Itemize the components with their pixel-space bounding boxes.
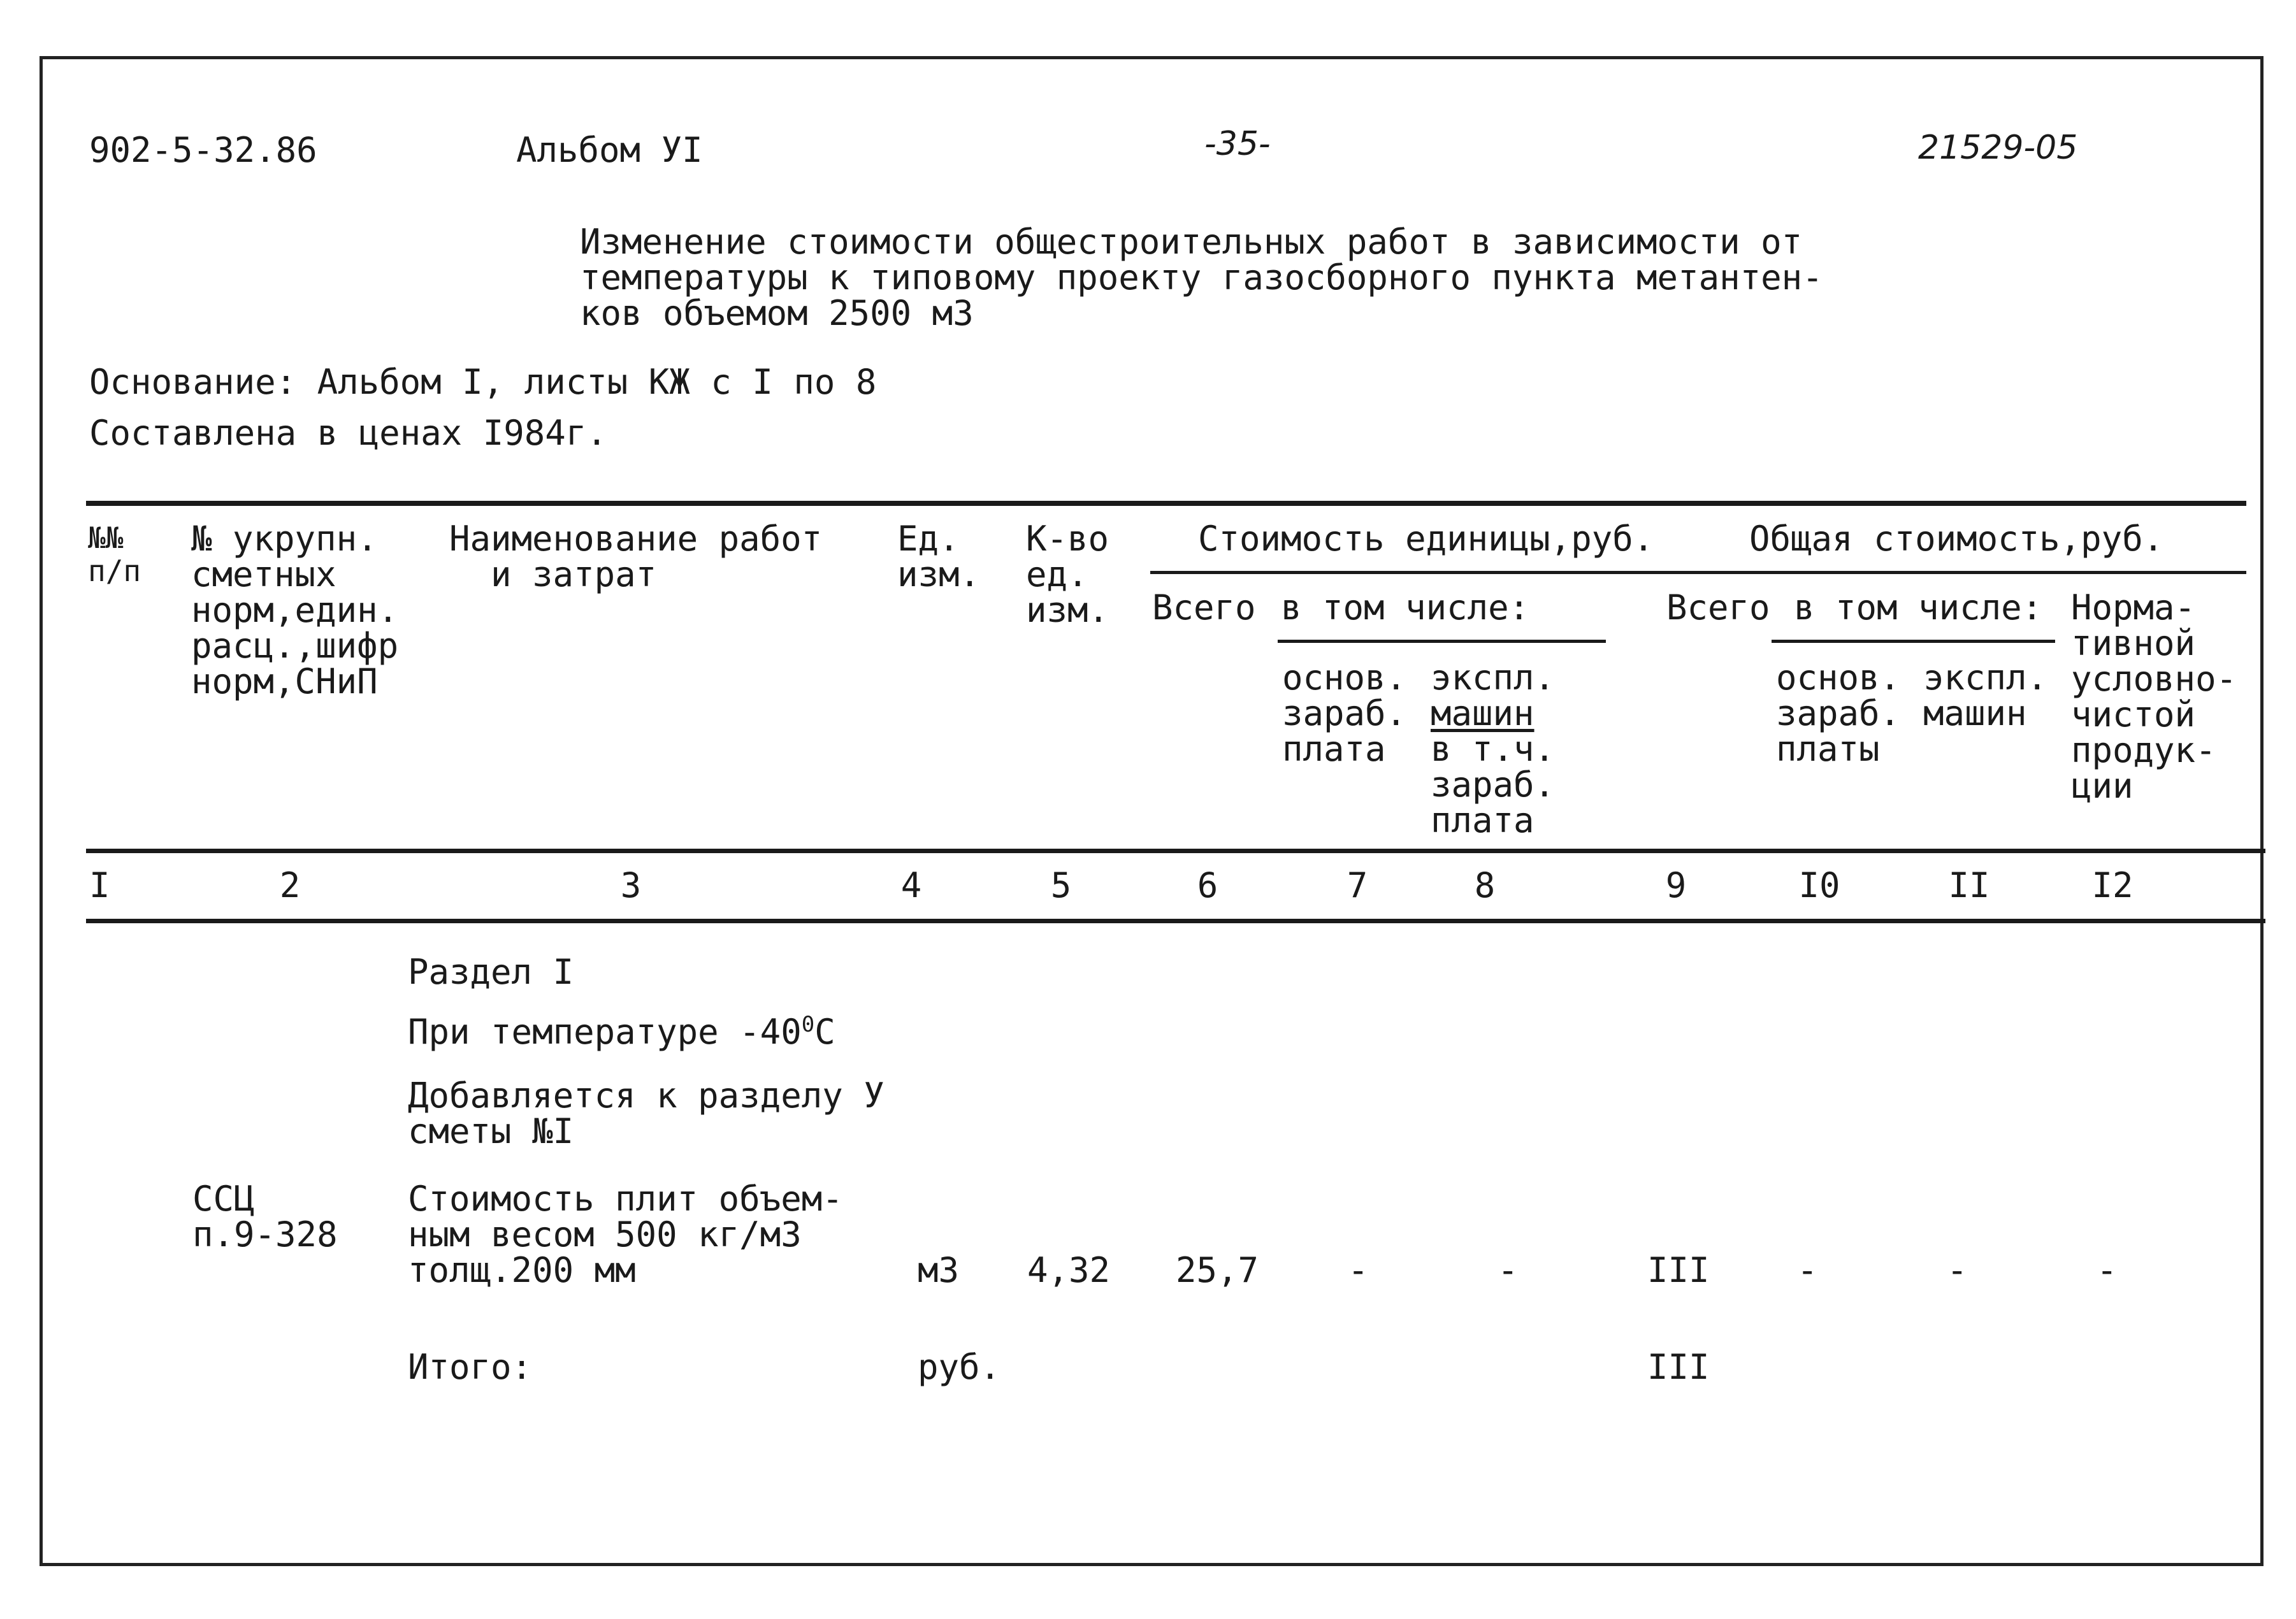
col-header-unit-incl: в том числе: <box>1281 587 1530 628</box>
title-line-3: ков объемом 2500 м3 <box>580 293 974 333</box>
col-header-unit-mach-wage: в т.ч. зараб. плата <box>1431 729 1556 840</box>
col-header-unit-mach-top: экспл. <box>1431 658 1556 698</box>
col-header-qty: К-во ед. изм. <box>1026 519 1109 630</box>
col-header-tot-incl: в том числе: <box>1794 587 2043 628</box>
col-number-9: 9 <box>1665 865 1687 905</box>
col-header-tot-wage: основ. зараб. платы <box>1776 658 1901 769</box>
col-number-2: 2 <box>279 865 301 905</box>
col-header-unit-mach-underlined: машин <box>1431 693 1534 733</box>
col-header-tot-total: Всего <box>1666 587 1770 628</box>
basis-text: Основание: Альбом I, листы КЖ с I по 8 <box>89 362 877 402</box>
col-header-total-cost: Общая стоимость,руб. <box>1749 519 2164 559</box>
col-header-normative: Норма- тивной условно- чистой продук- ции <box>2071 587 2237 806</box>
temperature-label: При температуре -40 <box>408 1012 802 1052</box>
col-number-8: 8 <box>1474 865 1496 905</box>
row-unit-wage: - <box>1348 1250 1369 1290</box>
row-total-mach: - <box>1947 1250 1968 1290</box>
unit-incl-rule <box>1278 640 1606 643</box>
title-line-2: температуры к типовому проекту газосборного пункта метантен- <box>580 257 1823 298</box>
section-title: Раздел I <box>408 952 574 992</box>
total-incl-rule <box>1772 640 2055 643</box>
col-header-unit-cost: Стоимость единицы,руб. <box>1198 519 1654 559</box>
col-header-norm-code: № укрупн. сметных норм,един. расц.,шифр норм,СНиП <box>191 519 399 702</box>
col-header-unit-total: Всего <box>1152 587 1256 628</box>
col-header-work-name: Наименование работ и затрат <box>449 519 823 594</box>
row-unit-mach: - <box>1498 1250 1519 1290</box>
col-number-1: I <box>89 865 110 905</box>
temperature-unit: С <box>814 1012 835 1052</box>
total-row-unit: руб. <box>918 1347 1001 1387</box>
col-number-10: I0 <box>1798 865 1840 905</box>
row-norm-code: ССЦ п.9-328 <box>192 1179 338 1255</box>
col-header-unit: Ед. изм. <box>897 519 981 594</box>
row-normative: - <box>2097 1250 2118 1290</box>
column-number-rule <box>86 919 2265 923</box>
row-total-wage: - <box>1797 1250 1818 1290</box>
added-to-text: Добавляется к разделу У сметы №I <box>408 1076 884 1151</box>
col-number-6: 6 <box>1197 865 1218 905</box>
row-unit-total: 25,7 <box>1176 1250 1259 1290</box>
temperature-degree: 0 <box>801 1012 815 1037</box>
col-number-5: 5 <box>1050 865 1072 905</box>
album-label: Альбом УI <box>516 130 703 170</box>
temperature-line <box>408 1007 835 1050</box>
col-number-12: I2 <box>2091 865 2134 905</box>
cost-group-rule <box>1150 571 2246 574</box>
row-unit: м3 <box>918 1250 960 1290</box>
prices-text: Составлена в ценах I984г. <box>89 413 607 453</box>
page-number: -35- <box>1204 125 1271 163</box>
col-number-3: 3 <box>620 865 642 905</box>
row-qty: 4,32 <box>1027 1250 1111 1290</box>
col-number-7: 7 <box>1347 865 1368 905</box>
archive-number: 21529-05 <box>1918 129 2078 167</box>
total-row-label: Итого: <box>408 1347 533 1387</box>
col-number-11: II <box>1948 865 1990 905</box>
col-header-unit-wage: основ. зараб. плата <box>1282 658 1407 769</box>
row-work-name: Стоимость плит объем- ным весом 500 кг/м3 толщ.200 мм <box>408 1179 843 1290</box>
col-header-tot-mach: экспл. машин <box>1923 658 2048 733</box>
header-bottom-rule <box>86 849 2265 853</box>
row-total: III <box>1647 1250 1710 1290</box>
col-header-num: №№ п/п <box>88 521 141 588</box>
total-row-total: III <box>1647 1347 1710 1387</box>
title-line-1: Изменение стоимости общестроительных работ в зависимости от <box>580 222 1803 262</box>
col-number-4: 4 <box>900 865 922 905</box>
doc-code: 902-5-32.86 <box>89 130 317 170</box>
table-top-rule <box>86 501 2246 506</box>
